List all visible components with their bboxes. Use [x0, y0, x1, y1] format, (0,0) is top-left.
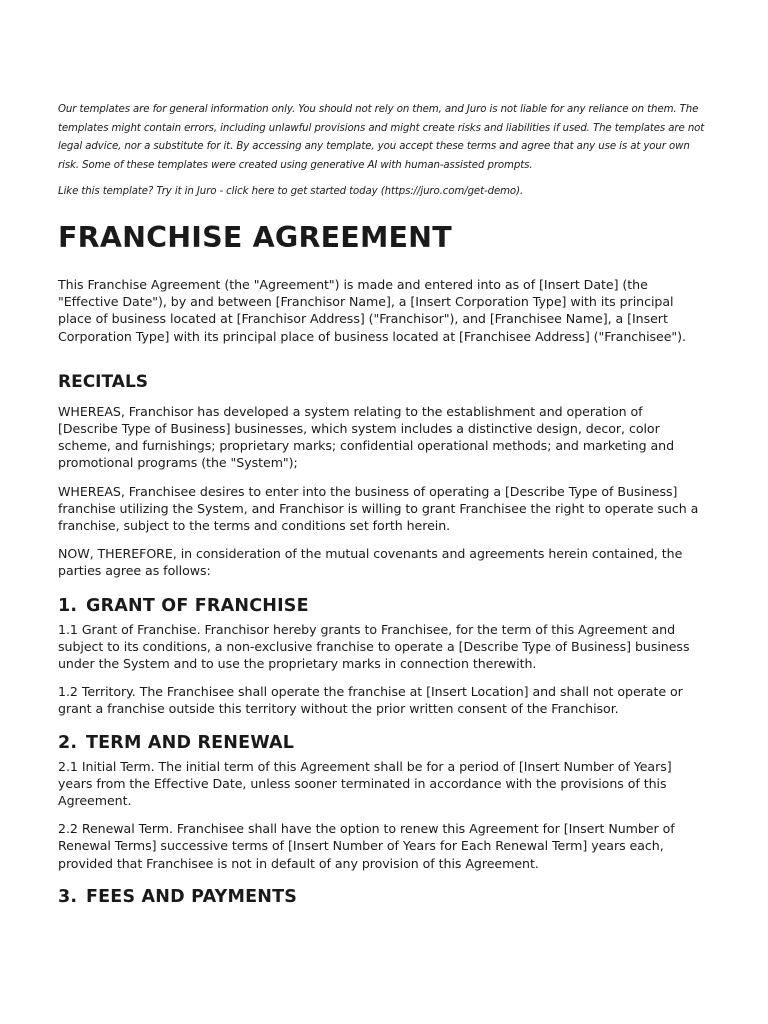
section-number: 2.: [58, 732, 78, 753]
section-heading-3: [58, 885, 706, 909]
section-number: 1.: [58, 595, 78, 616]
clause-2-2: 2.2 Renewal Term. Franchisee shall have the option to renew this Agreement for [Insert Number of Renewal Terms] successive terms of [Insert Number of Years for Each Renewal Term] years each, provided that Franchisee is not in default of any provision of this Agreement.: [58, 821, 675, 871]
section-heading-2: [58, 731, 706, 755]
document-title: FRANCHISE AGREEMENT: [58, 220, 452, 254]
clause-1-2: 1.2 Territory. The Franchisee shall operate the franchise at [Insert Location] and shall not operate or grant a franchise outside this territory without the prior written consent of the Franchisor.: [58, 684, 683, 717]
section-number: 3.: [58, 886, 78, 907]
section-heading-1: [58, 594, 706, 618]
recital-paragraph-3: NOW, THEREFORE, in consideration of the mutual covenants and agreements herein contained, the parties agree as follows:: [58, 546, 683, 579]
clause-1-1: 1.1 Grant of Franchise. Franchisor hereby grants to Franchisee, for the term of this Agreement and subject to its conditions, a non-exclusive franchise to operate a [Describe Type of Business] business under the System and to use the proprietary marks in connection therewith.: [58, 621, 690, 672]
disclaimer-text: Our templates are for general information only. You should not rely on them, and Juro is not liable for any reliance on them. The templates might contain errors, including unlawful provisions and might create risks and liabilities if used. The templates are not legal advice, nor a substitute for it. By accessing any template, you accept these terms and agree that any use is at your own risk. Some of these templates were created using generative AI with human-assisted prompts.: [58, 104, 705, 171]
section-title: FEES AND PAYMENTS: [86, 886, 298, 907]
document-page: [58, 101, 706, 909]
intro-paragraph: This Franchise Agreement (the "Agreement") is made and entered into as of [Insert Date] (the "Effective Date"), by and between [Franchisor Name], a [Insert Corporation Type] with its principal place of business located at [Franchisor Address] ("Franchisor"), and [Franchisee Name], a [Insert Corporation Type] with its principal place of business located at [Franchisee Address] ("Franchisee").: [58, 276, 686, 344]
cta-link[interactable]: Like this template? Try it in Juro - click here to get started today (https://juro.com/get-demo).: [58, 186, 524, 198]
recital-paragraph-1: WHEREAS, Franchisor has developed a system relating to the establishment and operation of [Describe Type of Business] businesses, which system includes a distinctive design, decor, color scheme, and furnishings; proprietary marks; confidential operational methods; and marketing and promotional programs (the "System");: [58, 403, 675, 471]
recitals-heading: RECITALS: [58, 371, 149, 392]
section-title: GRANT OF FRANCHISE: [86, 595, 309, 616]
section-title: TERM AND RENEWAL: [86, 732, 295, 753]
recital-paragraph-2: WHEREAS, Franchisee desires to enter into the business of operating a [Describe Type of Business] franchise utilizing the System, and Franchisor is willing to grant Franchisee the right to operate such a franchise, subject to the terms and conditions set forth herein.: [58, 483, 699, 533]
clause-2-1: 2.1 Initial Term. The initial term of this Agreement shall be for a period of [Insert Number of Years] years from the Effective Date, unless sooner terminated in accordance with the provisions of this Agreement.: [58, 758, 672, 809]
